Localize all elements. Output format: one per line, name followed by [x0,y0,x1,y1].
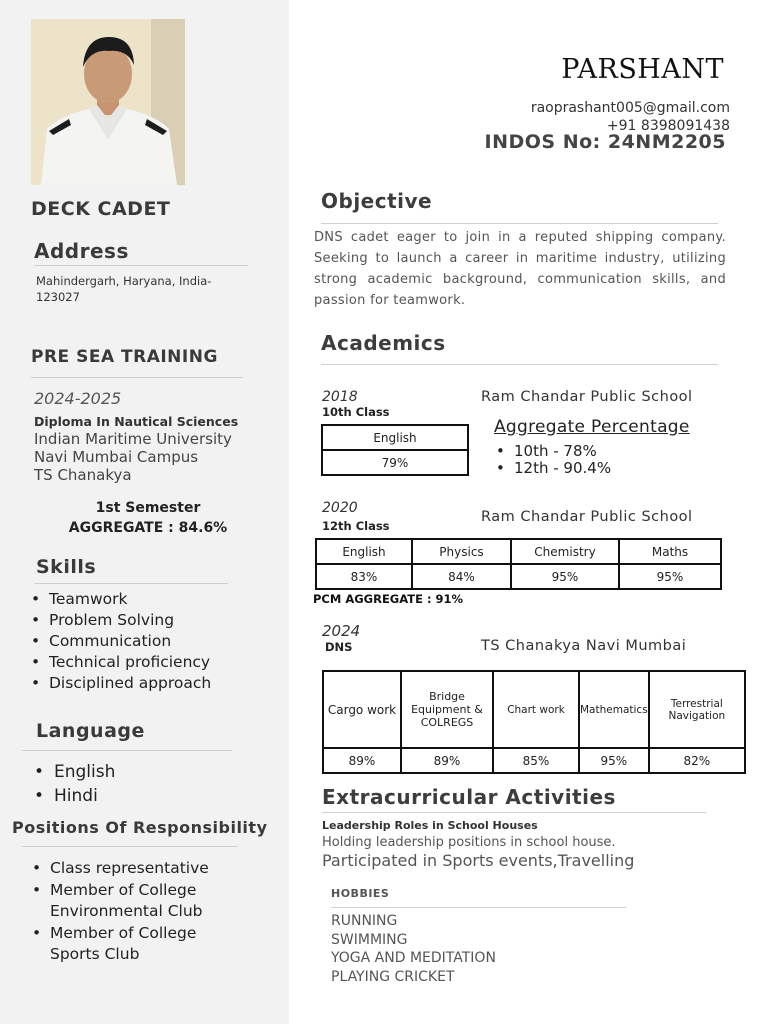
twelfth-school: Ram Chandar Public School [481,509,693,525]
pre-sea-years: 2024-2025 [34,389,122,408]
table-cell: 82% [649,748,745,773]
extracurricular-line-1: Holding leadership positions in school house. [322,835,616,850]
hobbies-heading: HOBBIES [331,887,390,900]
semester-aggregate: AGGREGATE : 84.6% [68,520,228,536]
skills-list [31,589,211,694]
list-item: • 10th - 78% [496,443,611,460]
sidebar [0,0,289,1024]
dns-school: TS Chanakya Navi Mumbai [481,638,687,654]
table-cell: 84% [412,564,511,589]
list-item: RUNNING [331,913,398,929]
pre-sea-heading: PRE SEA TRAINING [31,347,218,367]
table-cell: 89% [323,748,401,773]
diploma-title: Diploma In Nautical Sciences [34,414,239,429]
divider [321,223,718,224]
list-item: • English [34,760,115,784]
indos-number: INDOS No: 24NM2205 [484,131,726,153]
language-list [34,760,115,808]
twelfth-table [315,538,722,590]
dns-class: DNS [325,640,353,654]
list-item: • 12th - 90.4% [496,460,611,477]
dns-year: 2024 [322,622,361,640]
skills-heading: Skills [36,556,97,578]
aggregate-list [496,443,611,477]
table-header-cell: Chart work [493,671,579,748]
table-cell: 83% [316,564,412,589]
candidate-name: PARSHANT [561,54,724,85]
table-header-cell: Physics [412,539,511,564]
phone: +91 8398091438 [606,118,730,134]
table-cell: 95% [579,748,649,773]
list-item-continued [32,944,209,966]
objective-heading: Objective [321,189,433,213]
list-item: • Member of College [32,880,209,902]
table-header-cell: Terrestrial Navigation [649,671,745,748]
table-header-cell: Cargo work [323,671,401,748]
address-heading: Address [34,239,129,263]
list-item: • Hindi [34,784,115,808]
table-cell: 95% [619,564,721,589]
table-header-cell: English [322,425,468,450]
tenth-year: 2018 [322,389,358,405]
address-line-2: 123027 [36,290,80,304]
email: raoprashant005@gmail.com [530,100,730,116]
list-item: • Teamwork [31,589,211,610]
list-item: SWIMMING [331,931,408,948]
university-name: Indian Maritime University [34,430,232,448]
divider [22,846,238,847]
address-line-1: Mahindergarh, Haryana, India- [36,274,212,288]
table-header-cell: Bridge Equipment & COLREGS [401,671,493,748]
divider [322,812,706,813]
list-item-text: Sports Club [50,945,140,963]
academics-heading: Academics [321,331,446,355]
extracurricular-subheading: Leadership Roles in School Houses [322,819,538,832]
table-cell: 79% [322,450,468,475]
aggregate-heading: Aggregate Percentage [494,417,690,437]
divider [22,750,232,751]
institute-name: TS Chanakya [34,466,132,484]
table-header-cell: English [316,539,412,564]
list-item: • Disciplined approach [31,673,211,694]
list-item: • Class representative [32,858,209,880]
positions-list [32,858,209,966]
dns-table [322,670,746,774]
table-cell: 95% [511,564,619,589]
language-heading: Language [36,720,145,742]
positions-heading: Positions Of Responsibility [12,818,268,837]
tenth-table [321,424,469,476]
list-item: YOGA AND MEDITATION [331,950,496,966]
table-header-cell: Maths [619,539,721,564]
campus-name: Navi Mumbai Campus [34,448,199,466]
twelfth-class: 12th Class [322,519,390,533]
table-cell: 89% [401,748,493,773]
hobbies-list [331,912,496,986]
list-item: PLAYING CRICKET [331,968,455,985]
objective-text: DNS cadet eager to join in a reputed shipping company. Seeking to launch a career in maritime industry, utilizing strong academic background, communication skills, and passion for teamwork. [314,230,726,308]
table-header-cell: Mathematics [579,671,649,748]
divider [321,364,718,365]
main-content [289,0,768,1024]
profile-photo [31,19,185,185]
divider [331,907,626,908]
pcm-aggregate: PCM AGGREGATE : 91% [313,592,464,606]
tenth-class: 10th Class [322,405,390,419]
list-item: • Problem Solving [31,610,211,631]
semester-label: 1st Semester [95,500,201,516]
divider [34,265,248,266]
table-cell: 85% [493,748,579,773]
list-item-continued [32,901,209,923]
tenth-school: Ram Chandar Public School [481,389,693,405]
extracurricular-heading: Extracurricular Activities [322,785,616,809]
table-header-cell: Chemistry [511,539,619,564]
role-title: DECK CADET [31,198,171,220]
twelfth-year: 2020 [322,500,358,516]
list-item-text: Environmental Club [50,902,203,920]
list-item: • Communication [31,631,211,652]
divider [31,377,243,378]
extracurricular-line-2: Participated in Sports events,Travelling [322,851,635,870]
list-item: • Member of College [32,923,209,945]
list-item: • Technical proficiency [31,652,211,673]
divider [34,583,228,584]
